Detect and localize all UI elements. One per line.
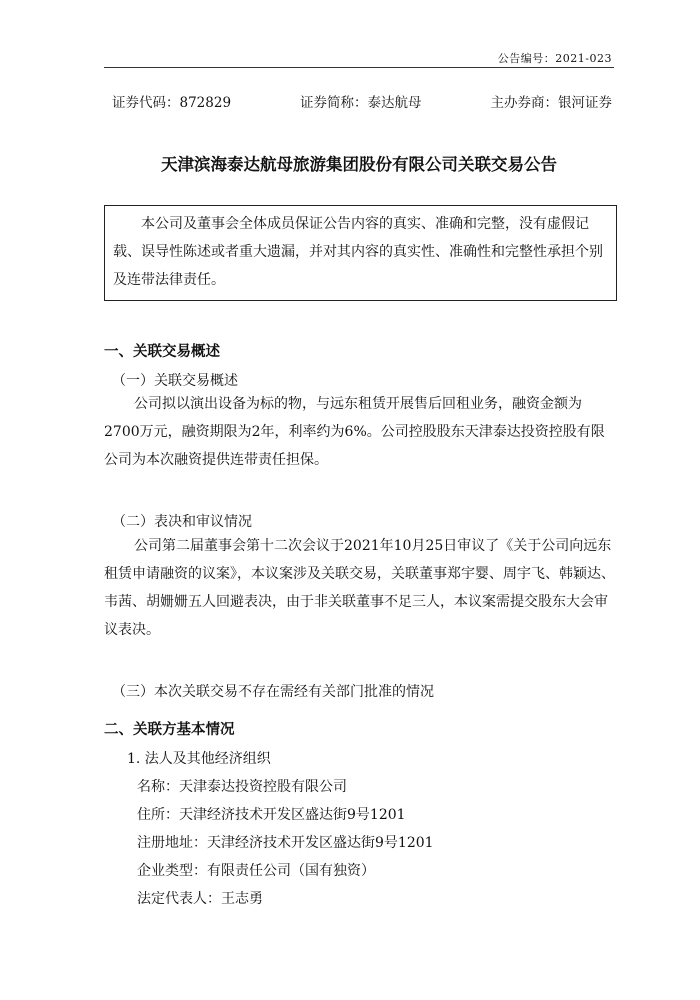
security-info-row [112, 91, 612, 111]
header-rule [104, 67, 614, 68]
section-2-item-1-heading: 1. 法人及其他经济组织 [127, 751, 271, 767]
section-1-1-body [104, 390, 616, 474]
notice-number: 公告编号：2021-023 [497, 52, 612, 65]
disclaimer-text: 本公司及董事会全体成员保证公告内容的真实、准确和完整，没有虚假记载、误导性陈述或者重大遗漏，并对其内容的真实性、准确性和完整性承担个别及连带法律责任。 [113, 216, 603, 288]
document-title: 天津滨海泰达航母旅游集团股份有限公司关联交易公告 [161, 155, 557, 174]
section-1-2-body [104, 532, 616, 644]
field-name: 名称：天津泰达投资控股有限公司 [137, 779, 347, 795]
section-1-1-heading: （一）关联交易概述 [112, 373, 238, 389]
security-code: 证券代码：872829 [112, 95, 232, 111]
field-address: 住所：天津经济技术开发区盛达街9号1201 [137, 807, 406, 823]
section-2-heading: 二、关联方基本情况 [104, 722, 235, 738]
field-legal-representative: 法定代表人：王志勇 [137, 891, 263, 907]
section-1-heading: 一、关联交易概述 [104, 344, 220, 360]
security-abbr: 证券简称：泰达航母 [300, 95, 422, 111]
section-1-1-text: 公司拟以演出设备为标的物，与远东租赁开展售后回租业务，融资金额为2700万元，融资期限为2年，利率约为6%。公司控股股东天津泰达投资控股有限公司为本次融资提供连带责任担保。 [104, 396, 605, 468]
field-enterprise-type: 企业类型：有限责任公司（国有独资） [137, 863, 375, 879]
disclaimer-box [104, 205, 617, 301]
sponsor-broker: 主办券商：银河证券 [490, 95, 612, 111]
section-1-3-heading: （三）本次关联交易不存在需经有关部门批准的情况 [112, 684, 434, 700]
section-1-2-heading: （二）表决和审议情况 [112, 514, 252, 530]
section-1-2-text: 公司第二届董事会第十二次会议于2021年10月25日审议了《关于公司向远东租赁申请融资的议案》，本议案涉及关联交易，关联董事郑宇婴、周宇飞、韩颖达、韦茜、胡姗姗五人回避表决，由于非关联董事不足三人，本议案需提交股东大会审议表决。 [104, 538, 615, 638]
field-registered-address: 注册地址：天津经济技术开发区盛达街9号1201 [137, 835, 434, 851]
